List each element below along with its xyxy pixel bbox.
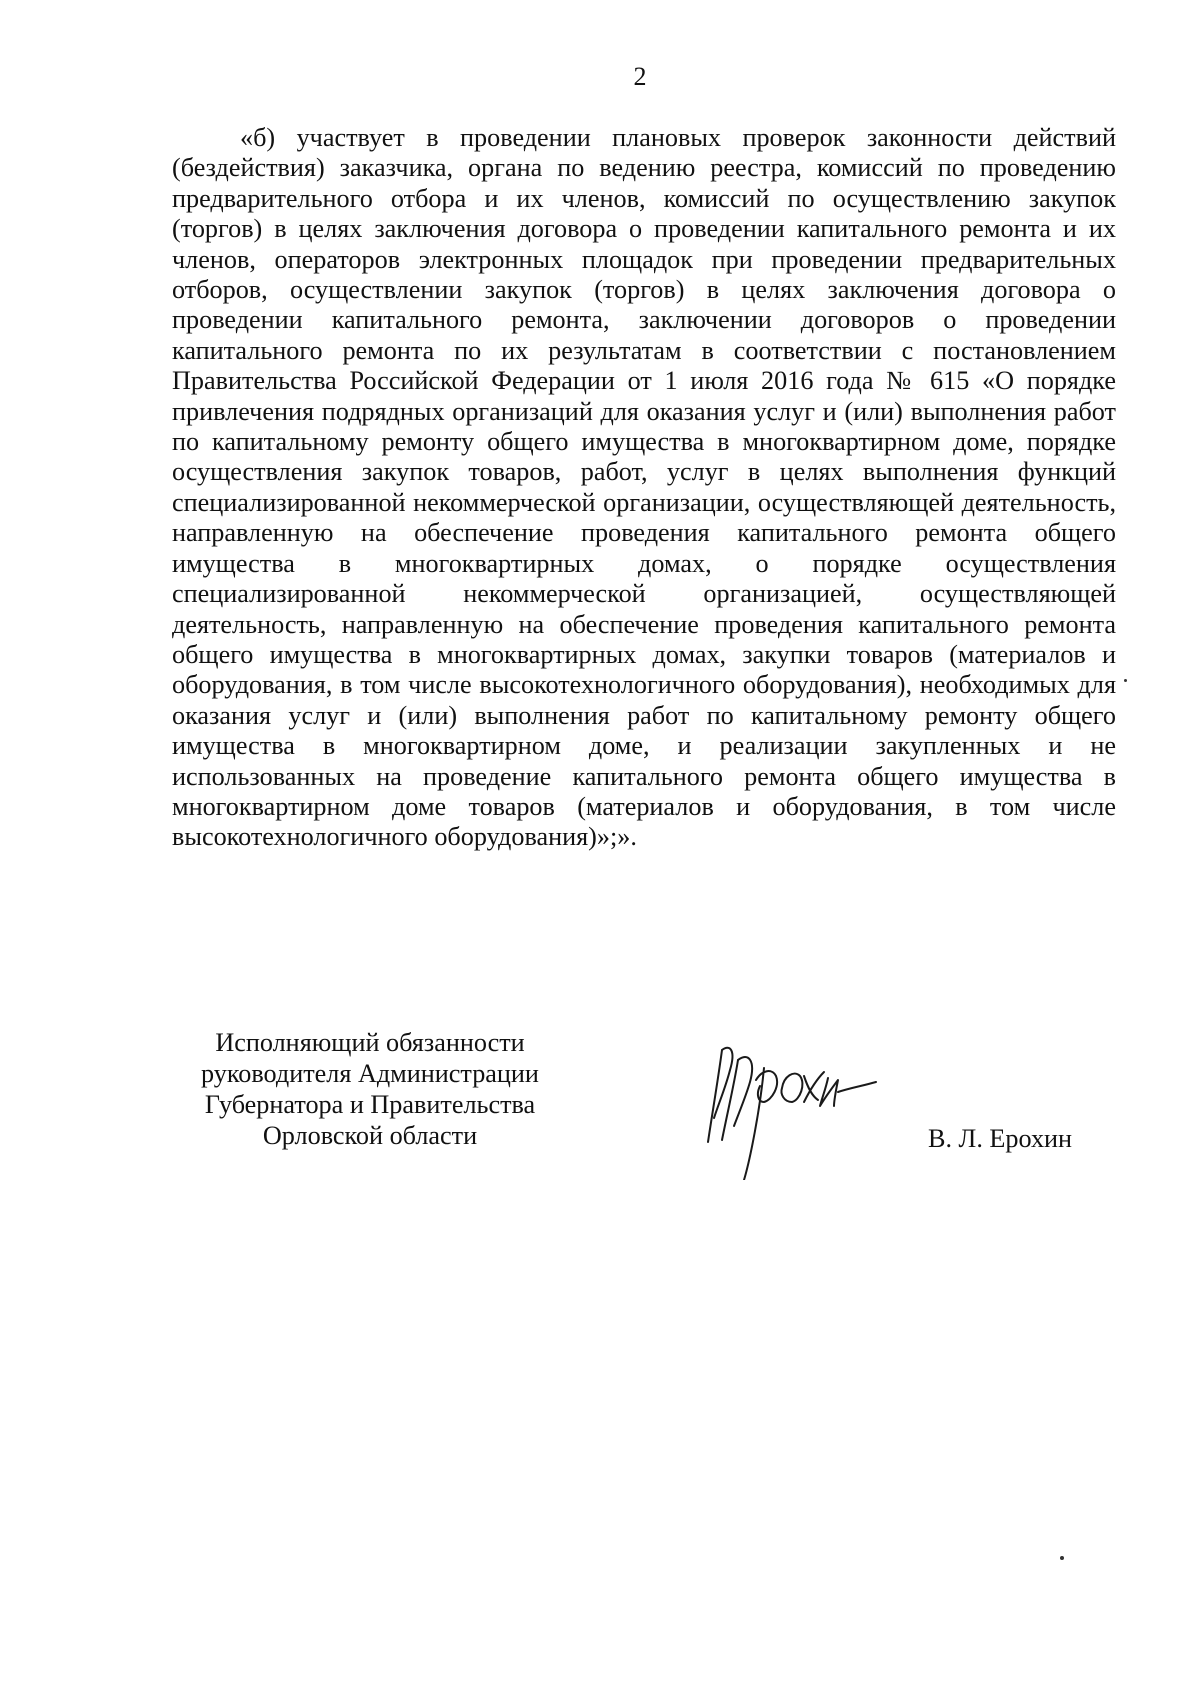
page-number: 2 xyxy=(633,62,647,91)
signatory-title xyxy=(160,1027,580,1151)
scan-speck xyxy=(1060,1556,1064,1560)
signatory-title-line: руководителя Администрации xyxy=(201,1059,539,1088)
scan-speck xyxy=(1124,679,1127,682)
handwritten-signature-icon xyxy=(700,1030,930,1180)
body-paragraph: «б) участвует в проведении плановых проверок законности действий (бездействия) заказчика, органа по ведению реестра, комиссий по проведению предварительного отбора и их членов, комиссий по осуществлению закупок (торгов) в целях заключения договора о проведении капитального ремонта и их членов, операторов электронных площадок при проведении предварительных отборов, осуществлении закупок (торгов) в целях заключения договора о проведении капитального ремонта, заключении договоров о проведении капитального ремонта по их результатам в соответствии с постановлением Правительства Российской Федерации от 1 июля 2016 года № 615 «О порядке привлечения подрядных организаций для оказания услуг и (или) выполнения работ по капитальному ремонту общего имущества в многоквартирном доме, порядке осуществления закупок товаров, работ, услуг в целях выполнения функций специализированной некоммерческой организации, осуществляющей деятельность, направленную на обеспечение проведения капитального ремонта общего имущества в многоквартирных домах, о порядке осуществления специализированной некоммерческой организацией, осуществляющей деятельность, направленную на обеспечение проведения капитального ремонта общего имущества в многоквартирных домах, закупки товаров (материалов и оборудования, в том числе высокотехнологичного оборудования), необходимых для оказания услуг и (или) выполнения работ по капитальному ремонту общего имущества в многоквартирном доме, и реализации закупленных и не использованных на проведение капитального ремонта общего имущества в многоквартирном доме товаров (материалов и оборудования, в том числе высокотехнологичного оборудования)»;». xyxy=(172,123,1116,852)
signatory-title-line: Исполняющий обязанности xyxy=(215,1028,525,1057)
signer-name: В. Л. Ерохин xyxy=(928,1124,1073,1153)
signatory-title-line: Губернатора и Правительства xyxy=(204,1090,536,1119)
signatory-title-line: Орловской области xyxy=(262,1121,478,1150)
